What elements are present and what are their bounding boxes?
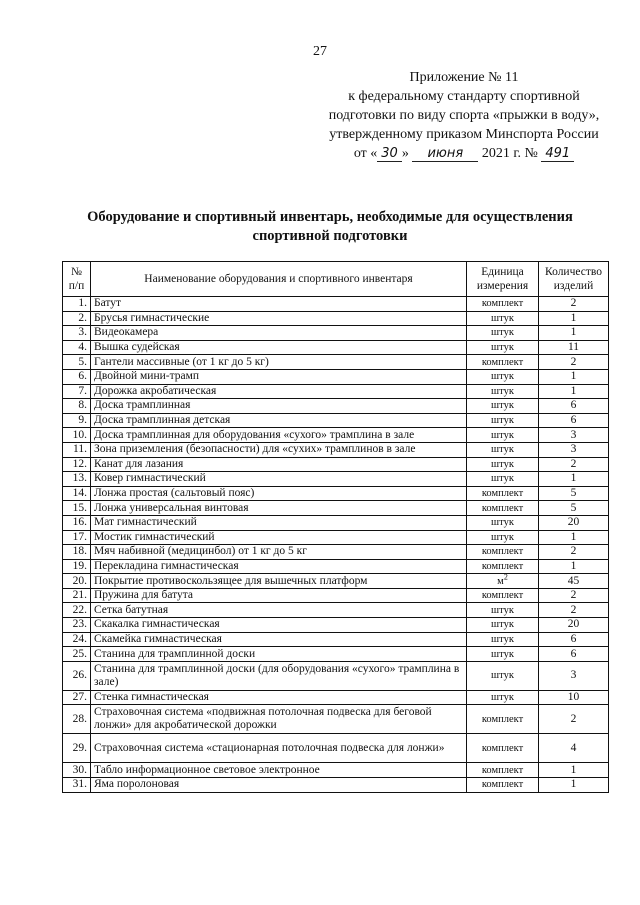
row-name: Яма поролоновая: [91, 778, 467, 793]
page-number: 27: [313, 44, 327, 59]
order-year: 2021 г. №: [481, 146, 538, 161]
order-month-handwritten: июня: [412, 146, 478, 162]
table-row: [63, 647, 609, 662]
row-num: 11.: [63, 442, 91, 457]
appendix-line-4: утвержденному приказом Минспорта России: [329, 127, 599, 142]
table-row: [63, 486, 609, 501]
row-unit: комплект: [467, 763, 539, 778]
row-num: 15.: [63, 501, 91, 516]
row-name: Вышка судейская: [91, 340, 467, 355]
row-qty: 1: [539, 530, 609, 545]
row-unit: комплект: [467, 486, 539, 501]
appendix-line-3: подготовки по виду спорта «прыжки в воду»,: [328, 108, 600, 123]
row-name: Покрытие противоскользящее для вышечных платформ: [91, 574, 467, 589]
row-unit: штук: [467, 472, 539, 487]
row-name: Скамейка гимнастическая: [91, 632, 467, 647]
row-unit: комплект: [467, 501, 539, 516]
row-num: 27.: [63, 690, 91, 705]
row-num: 14.: [63, 486, 91, 501]
row-name: Двойной мини-трамп: [91, 369, 467, 384]
row-unit: штук: [467, 515, 539, 530]
header-name: Наименование оборудования и спортивного инвентаря: [91, 262, 467, 297]
row-name: Ковер гимнастический: [91, 472, 467, 487]
table-row: [63, 340, 609, 355]
row-name: Табло информационное световое электронное: [91, 763, 467, 778]
table-row: [63, 632, 609, 647]
row-unit: штук: [467, 457, 539, 472]
row-unit: штук: [467, 399, 539, 414]
table-row: [63, 501, 609, 516]
row-name: Станина для трамплинной доски: [91, 647, 467, 662]
table-row: [63, 574, 609, 589]
row-name: Станина для трамплинной доски (для оборудования «сухого» трамплина в зале): [91, 661, 467, 690]
table-body: [63, 297, 609, 793]
table-row: [63, 355, 609, 370]
table-row: [63, 326, 609, 341]
table-row: [63, 515, 609, 530]
row-num: 29.: [63, 734, 91, 763]
row-name: Батут: [91, 297, 467, 312]
table-header-row: [63, 262, 609, 297]
row-num: 28.: [63, 705, 91, 734]
order-number-handwritten: 491: [541, 146, 574, 162]
row-name: Гантели массивные (от 1 кг до 5 кг): [91, 355, 467, 370]
row-num: 8.: [63, 399, 91, 414]
row-name: Зона приземления (безопасности) для «сухих» трамплинов в зале: [91, 442, 467, 457]
row-num: 7.: [63, 384, 91, 399]
table-row: [63, 413, 609, 428]
table-row: [63, 559, 609, 574]
row-num: 18.: [63, 545, 91, 560]
row-num: 13.: [63, 472, 91, 487]
row-unit: [467, 574, 539, 589]
row-qty: 3: [539, 428, 609, 443]
row-unit: штук: [467, 530, 539, 545]
row-qty: 2: [539, 297, 609, 312]
row-unit: штук: [467, 603, 539, 618]
row-unit: штук: [467, 428, 539, 443]
table-row: [63, 457, 609, 472]
row-qty: 3: [539, 442, 609, 457]
row-num: 19.: [63, 559, 91, 574]
row-qty: 4: [539, 734, 609, 763]
row-name: Сетка батутная: [91, 603, 467, 618]
row-num: 31.: [63, 778, 91, 793]
row-unit: комплект: [467, 588, 539, 603]
row-unit: штук: [467, 340, 539, 355]
row-name: Дорожка акробатическая: [91, 384, 467, 399]
row-qty: 45: [539, 574, 609, 589]
row-unit: штук: [467, 311, 539, 326]
row-unit: комплект: [467, 705, 539, 734]
row-qty: 1: [539, 472, 609, 487]
order-mid: »: [401, 146, 409, 161]
table-row: [63, 778, 609, 793]
table-row: [63, 705, 609, 734]
row-name: Лонжа простая (сальтовый пояс): [91, 486, 467, 501]
row-unit: штук: [467, 647, 539, 662]
row-qty: 1: [539, 778, 609, 793]
row-qty: 2: [539, 355, 609, 370]
row-name: Доска трамплинная для оборудования «сухого» трамплина в зале: [91, 428, 467, 443]
row-qty: 2: [539, 603, 609, 618]
row-qty: 6: [539, 647, 609, 662]
row-qty: 2: [539, 705, 609, 734]
row-unit: комплект: [467, 778, 539, 793]
row-unit: штук: [467, 384, 539, 399]
row-name: Пружина для батута: [91, 588, 467, 603]
row-unit: штук: [467, 442, 539, 457]
table-row: [63, 311, 609, 326]
row-qty: 11: [539, 340, 609, 355]
row-qty: 2: [539, 545, 609, 560]
table-row: [63, 399, 609, 414]
row-name: Лонжа универсальная винтовая: [91, 501, 467, 516]
appendix-title: Приложение № 11: [409, 70, 519, 85]
table-row: [63, 618, 609, 633]
table-row: [63, 545, 609, 560]
row-num: 3.: [63, 326, 91, 341]
row-qty: 1: [539, 369, 609, 384]
row-num: 20.: [63, 574, 91, 589]
row-name: Видеокамера: [91, 326, 467, 341]
row-qty: 1: [539, 384, 609, 399]
table-row: [63, 588, 609, 603]
row-qty: 6: [539, 399, 609, 414]
row-name: Доска трамплинная: [91, 399, 467, 414]
row-qty: 5: [539, 486, 609, 501]
order-date-line: [314, 144, 614, 163]
unit-superscript: 2: [503, 572, 508, 582]
row-qty: 5: [539, 501, 609, 516]
row-unit: штук: [467, 413, 539, 428]
table-row: [63, 442, 609, 457]
row-name: Доска трамплинная детская: [91, 413, 467, 428]
header-unit: Единица измерения: [467, 262, 539, 297]
row-name: Страховочная система «подвижная потолочная подвеска для беговой лонжи» для акробатической дорожки: [91, 705, 467, 734]
row-qty: 1: [539, 311, 609, 326]
row-unit: комплект: [467, 355, 539, 370]
order-prefix: от «: [353, 146, 378, 161]
table-row: [63, 530, 609, 545]
row-num: 16.: [63, 515, 91, 530]
row-num: 23.: [63, 618, 91, 633]
table-row: [63, 428, 609, 443]
row-num: 21.: [63, 588, 91, 603]
row-unit: комплект: [467, 545, 539, 560]
row-num: 4.: [63, 340, 91, 355]
row-name: Мат гимнастический: [91, 515, 467, 530]
row-unit: штук: [467, 661, 539, 690]
row-name: Мостик гимнастический: [91, 530, 467, 545]
row-qty: 1: [539, 763, 609, 778]
row-unit: комплект: [467, 559, 539, 574]
row-name: Скакалка гимнастическая: [91, 618, 467, 633]
table-row: [63, 603, 609, 618]
row-num: 2.: [63, 311, 91, 326]
row-qty: 1: [539, 326, 609, 341]
row-qty: 2: [539, 588, 609, 603]
appendix-line-2: к федеральному стандарту спортивной: [348, 89, 580, 104]
row-num: 12.: [63, 457, 91, 472]
row-qty: 10: [539, 690, 609, 705]
row-num: 6.: [63, 369, 91, 384]
row-num: 10.: [63, 428, 91, 443]
row-num: 22.: [63, 603, 91, 618]
header-num: № п/п: [63, 262, 91, 297]
table-row: [63, 661, 609, 690]
table-row: [63, 369, 609, 384]
row-num: 26.: [63, 661, 91, 690]
row-num: 5.: [63, 355, 91, 370]
row-unit: штук: [467, 632, 539, 647]
row-qty: 20: [539, 515, 609, 530]
row-num: 25.: [63, 647, 91, 662]
row-num: 9.: [63, 413, 91, 428]
row-name: Канат для лазания: [91, 457, 467, 472]
row-unit: комплект: [467, 297, 539, 312]
header-qty: Количество изделий: [539, 262, 609, 297]
row-unit: комплект: [467, 734, 539, 763]
row-name: Страховочная система «стационарная потолочная подвеска для лонжи»: [91, 734, 467, 763]
inventory-table: [62, 261, 609, 793]
row-unit: штук: [467, 326, 539, 341]
table-row: [63, 763, 609, 778]
row-qty: 20: [539, 618, 609, 633]
row-qty: 3: [539, 661, 609, 690]
unit-base: м: [497, 575, 504, 587]
row-qty: 1: [539, 559, 609, 574]
row-qty: 6: [539, 632, 609, 647]
row-name: Стенка гимнастическая: [91, 690, 467, 705]
order-day-handwritten: 30: [377, 146, 402, 162]
document-title: Оборудование и спортивный инвентарь, необходимые для осуществления спортивной подготовки: [87, 209, 573, 244]
table-row: [63, 690, 609, 705]
row-qty: 6: [539, 413, 609, 428]
row-num: 30.: [63, 763, 91, 778]
row-num: 17.: [63, 530, 91, 545]
table-row: [63, 384, 609, 399]
table-row: [63, 297, 609, 312]
row-num: 24.: [63, 632, 91, 647]
row-name: Мяч набивной (медицинбол) от 1 кг до 5 кг: [91, 545, 467, 560]
row-unit: штук: [467, 369, 539, 384]
row-qty: 2: [539, 457, 609, 472]
table-row: [63, 734, 609, 763]
row-name: Брусья гимнастические: [91, 311, 467, 326]
row-num: 1.: [63, 297, 91, 312]
appendix-header: [314, 68, 614, 163]
row-unit: штук: [467, 690, 539, 705]
row-name: Перекладина гимнастическая: [91, 559, 467, 574]
table-row: [63, 472, 609, 487]
row-unit: штук: [467, 618, 539, 633]
